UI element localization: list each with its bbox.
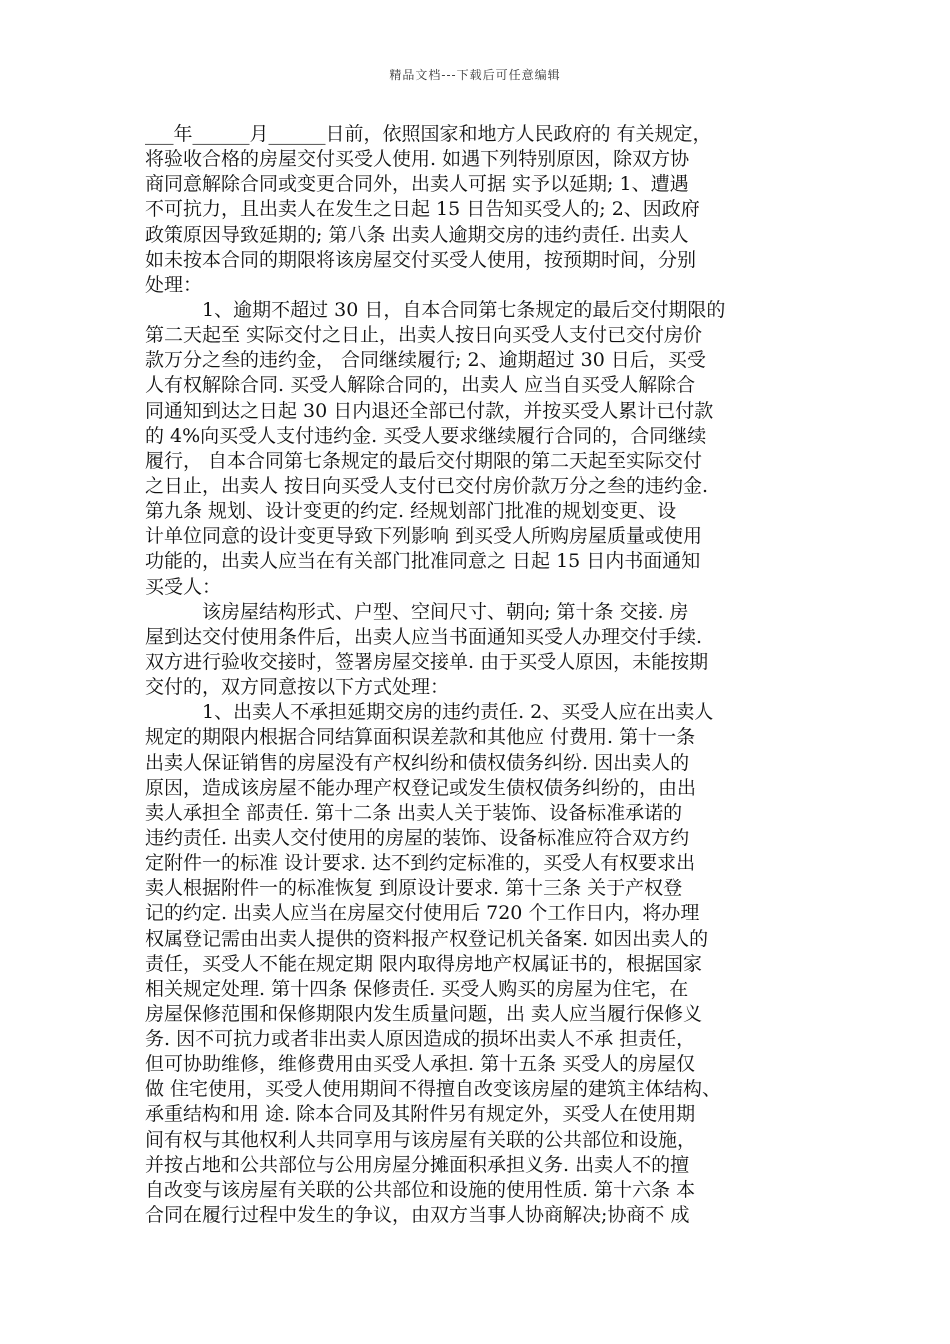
contract-body-text: [145, 122, 815, 1228]
text-line: 规定的期限内根据合同结算面积误差款和其他应 付费用. 第十一条: [145, 726, 696, 749]
text-line: 1、出卖人不承担延期交房的违约责任. 2、买受人应在出卖人: [145, 701, 714, 724]
text-line: 承重结构和用 途. 除本合同及其附件另有规定外，买受人在使用期: [145, 1103, 696, 1126]
text-line: 第二天起至 实际交付之日止，出卖人按日向买受人支付已交付房价: [145, 324, 703, 347]
text-line: 务. 因不可抗力或者非出卖人原因造成的损坏出卖人不承 担责任，: [145, 1028, 696, 1051]
text-line: 自改变与该房屋有关联的公共部位和设施的使用性质. 第十六条 本: [145, 1178, 696, 1201]
text-line: 履行， 自本合同第七条规定的最后交付期限的第二天起至实际交付: [145, 449, 703, 472]
text-line: 之日止，出卖人 按日向买受人支付已交付房价款万分之叁的违约金.: [145, 474, 709, 497]
text-line: 并按占地和公共部位与公用房屋分摊面积承担义务. 出卖人不的擅: [145, 1153, 690, 1176]
text-line: 将验收合格的房屋交付买受人使用. 如遇下列特别原因，除双方协: [145, 148, 690, 171]
text-line: 1、逾期不超过 30 日，自本合同第七条规定的最后交付期限的: [145, 298, 726, 321]
text-line: 人有权解除合同. 买受人解除合同的，出卖人 应当自买受人解除合: [145, 374, 696, 397]
text-line: 第九条 规划、设计变更的约定. 经规划部门批准的规划变更、设: [145, 500, 677, 523]
text-line: 违约责任. 出卖人交付使用的房屋的装饰、设备标准应符合双方约: [145, 826, 690, 849]
text-line: 该房屋结构形式、户型、空间尺寸、朝向; 第十条 交接. 房: [145, 600, 689, 623]
text-line: 间有权与其他权利人共同享用与该房屋有关联的公共部位和设施，: [145, 1128, 697, 1151]
text-line: 功能的，出卖人应当在有关部门批准同意之 日起 15 日内书面通知: [145, 550, 701, 573]
text-line: 原因，造成该房屋不能办理产权登记或发生债权债务纠纷的，由出: [145, 776, 697, 799]
text-line: 交付的，双方同意按以下方式处理：: [145, 676, 450, 699]
text-line: 同通知到达之日起 30 日内退还全部已付款，并按买受人累计已付款: [145, 399, 714, 422]
text-line: 商同意解除合同或变更合同外，出卖人可据 实予以延期; 1、遭遇: [145, 173, 689, 196]
text-line: 款万分之叁的违约金， 合同继续履行; 2、逾期超过 30 日后，买受: [145, 349, 706, 372]
text-line: 卖人根据附件一的标准恢复 到原设计要求. 第十三条 关于产权登: [145, 877, 683, 900]
text-line: 政策原因导致延期的; 第八条 出卖人逾期交房的违约责任. 出卖人: [145, 223, 689, 246]
text-line: 出卖人保证销售的房屋没有产权纠纷和债权债务纠纷. 因出卖人的: [145, 751, 690, 774]
text-line: 的 4%向买受人支付违约金. 买受人要求继续履行合同的，合同继续: [145, 424, 707, 447]
text-line: 但可协助维修，维修费用由买受人承担. 第十五条 买受人的房屋仅: [145, 1053, 696, 1076]
text-line: 合同在履行过程中发生的争议，由双方当事人协商解决;协商不 成: [145, 1204, 690, 1227]
text-line: 做 住宅使用，买受人使用期间不得擅自改变该房屋的建筑主体结构、: [145, 1078, 722, 1101]
text-line: 卖人承担全 部责任. 第十二条 出卖人关于装饰、设备标准承诺的: [145, 801, 683, 824]
text-line: 屋到达交付使用条件后，出卖人应当书面通知买受人办理交付手续.: [145, 625, 703, 648]
text-line: 买受人：: [145, 575, 222, 598]
page-header: 精品文档---下载后可任意编辑: [389, 68, 561, 82]
text-line: 责任，买受人不能在规定期 限内取得房地产权属证书的，根据国家: [145, 952, 703, 975]
text-line: 相关规定处理. 第十四条 保修责任. 买受人购买的房屋为住宅，在: [145, 977, 689, 1000]
text-line: 如未按本合同的期限将该房屋交付买受人使用，按预期时间，分别: [145, 248, 697, 271]
text-line: 计单位同意的设计变更导致下列影响 到买受人所购房屋质量或使用: [145, 525, 703, 548]
text-line: 定附件一的标准 设计要求. 达不到约定标准的，买受人有权要求出: [145, 852, 696, 875]
text-line: 房屋保修范围和保修期限内发生质量问题，出 卖人应当履行保修义: [145, 1002, 703, 1025]
text-line: 处理：: [145, 273, 203, 296]
text-line: 权属登记需由出卖人提供的资料报产权登记机关备案. 如因出卖人的: [145, 927, 709, 950]
text-line: 不可抗力，且出卖人在发生之日起 15 日告知买受人的; 2、因政府: [145, 198, 700, 221]
text-line: 记的约定. 出卖人应当在房屋交付使用后 720 个工作日内，将办理: [145, 902, 700, 925]
text-line: ___年______月______日前，依照国家和地方人民政府的 有关规定，: [145, 123, 712, 145]
text-line: 双方进行验收交接时，签署房屋交接单. 由于买受人原因，未能按期: [145, 650, 709, 673]
